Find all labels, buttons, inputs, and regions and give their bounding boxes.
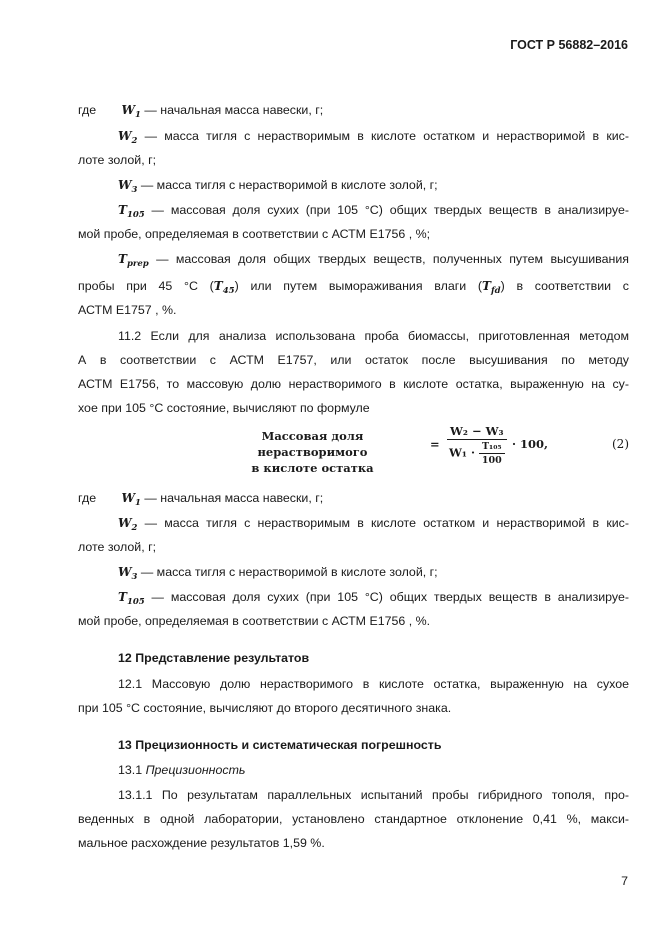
paragraph-11-2-line: А в соответствии с АСТМ Е1757, или остаток после высушивания по методу	[78, 353, 629, 367]
paragraph-11-2-line: 11.2 Если для анализа использована проба биомассы, приготовленная методом	[118, 329, 629, 343]
symbol-w1: $W_1$	[121, 491, 141, 508]
symbol-w2: $W_2$	[118, 129, 138, 146]
symbol-w3: $W_3$	[118, 565, 138, 582]
definition-w1	[78, 490, 323, 511]
definition-text: — массовая доля сухих (при 105 °C) общих твердых веществ в анализируе-	[144, 590, 629, 604]
definition-text-continued: АСТМ Е1757 , %.	[78, 303, 177, 317]
paragraph-11-2-line: АСТМ Е1756, то массовую долю нерастворимого в кислоте остатка, выраженную на су-	[78, 377, 629, 391]
definition-text-continued: мой пробе, определяемая в соответствии с АСТМ Е1756 , %;	[78, 227, 431, 241]
paragraph-12-1-line: 12.1 Массовую долю нерастворимого в кислоте остатка, выраженную на сухое	[118, 677, 629, 691]
symbol-t105: $T_{105}$	[118, 590, 145, 607]
definition-t105	[118, 589, 629, 610]
paragraph-13-1-1-line: 13.1.1 По результатам параллельных испытаний пробы гибридного тополя, про-	[118, 788, 629, 802]
section-12-heading: 12 Представление результатов	[118, 651, 310, 665]
definition-text: — начальная масса навески, г;	[140, 491, 324, 505]
document-id: ГОСТ Р 56882–2016	[510, 38, 628, 52]
paragraph-13-1-1-line: веденных в одной лаборатории, установлено стандартное отклонение 0,41 %, макси-	[78, 812, 629, 826]
where-label: где	[78, 491, 97, 505]
definition-tprep-line2: пробы при 45 °С $(T_{45})$ или путем вымораживания влаги $(T_{fd})$ в соответствии с	[78, 279, 629, 296]
definition-t105	[118, 202, 629, 223]
definition-w1	[78, 102, 323, 123]
symbol-t45: $T_{45}$	[213, 279, 235, 296]
definition-text-continued: лоте золой, г;	[78, 153, 157, 167]
definition-text: — массовая доля общих твердых веществ, полученных путем высушивания	[148, 252, 629, 266]
paragraph-13-1-1-line: мальное расхождение результатов 1,59 %.	[78, 836, 325, 850]
definition-tprep	[118, 251, 629, 272]
symbol-w1: $W_1$	[121, 103, 141, 120]
formula-multiplier: · 100,	[512, 437, 549, 451]
definition-text: — масса тигля с нерастворимой в кислоте золой, г;	[137, 565, 438, 579]
definition-text: — масса тигля с нерастворимой в кислоте золой, г;	[137, 178, 438, 192]
paragraph-12-1-line: при 105 °С состояние, вычисляют до второго десятичного знака.	[78, 701, 452, 715]
definition-text: — масса тигля с нерастворимым в кислоте остатком и нерастворимой в кис-	[137, 516, 629, 530]
formula-lhs: Массовая доля нерастворимого в кислоте остатка	[251, 429, 374, 475]
formula-equals-sign: =	[430, 437, 440, 451]
symbol-tfd: $T_{fd}$	[482, 279, 501, 296]
formula-denominator: W₁ · $\frac{\text{T₁₀₅}}{100}$	[447, 440, 507, 466]
where-label: где	[78, 103, 97, 117]
section-13-heading: 13 Прецизионность и систематическая погрешность	[118, 738, 442, 752]
definition-text-continued: лоте золой, г;	[78, 540, 157, 554]
symbol-t105: $T_{105}$	[118, 203, 145, 220]
definition-w3	[118, 177, 438, 198]
symbol-w2: $W_2$	[118, 516, 138, 533]
definition-text-continued: мой пробе, определяемая в соответствии с АСТМ Е1756 , %.	[78, 614, 431, 628]
definition-text: — масса тигля с нерастворимым в кислоте остатком и нерастворимой в кис-	[137, 129, 629, 143]
symbol-tprep: $T_{prep}$	[118, 252, 149, 269]
definition-text: — начальная масса навески, г;	[140, 103, 324, 117]
formula-numerator: W₂ − W₃	[447, 424, 507, 440]
formula-fraction	[447, 424, 507, 466]
definition-text: — массовая доля сухих (при 105 °C) общих твердых веществ в анализируе-	[144, 203, 629, 217]
definition-w2	[118, 515, 629, 536]
formula-number: (2)	[612, 437, 629, 451]
paragraph-11-2-line: хое при 105 °С состояние, вычисляют по формуле	[78, 401, 370, 415]
definition-w2	[118, 128, 629, 149]
definition-w3	[118, 564, 438, 585]
page-number: 7	[621, 874, 628, 888]
subsection-13-1-heading: 13.1 Прецизионность	[118, 763, 246, 777]
symbol-w3: $W_3$	[118, 178, 138, 195]
